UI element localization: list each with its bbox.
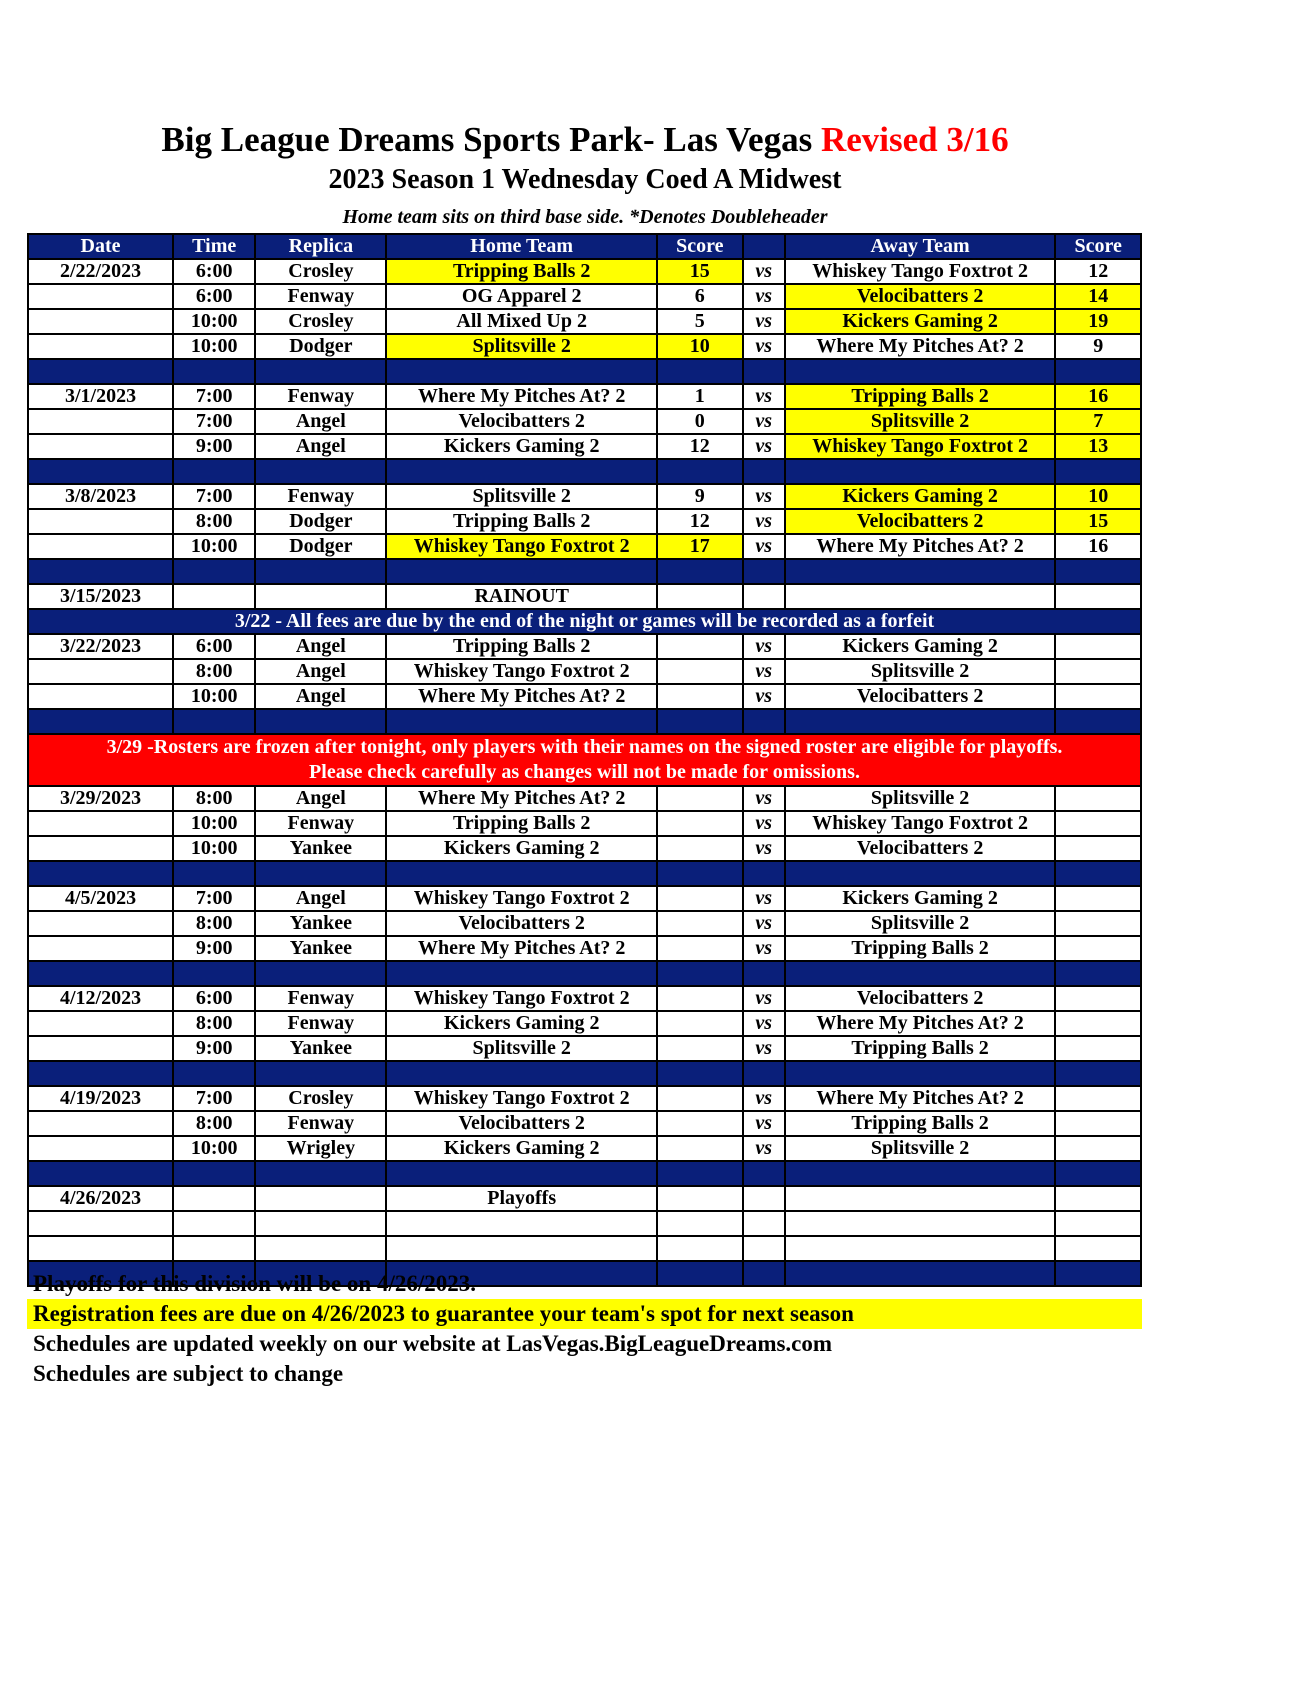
away-score-cell <box>1055 1136 1141 1161</box>
away-team-cell: Splitsville 2 <box>785 1136 1056 1161</box>
date-cell: 4/19/2023 <box>28 1086 173 1111</box>
away-team-cell: Kickers Gaming 2 <box>785 886 1056 911</box>
field-cell: Angel <box>255 786 386 811</box>
away-team-cell: Where My Pitches At? 2 <box>785 534 1056 559</box>
home-team-cell: Kickers Gaming 2 <box>386 1011 657 1036</box>
col-header-home-team: Home Team <box>386 234 657 259</box>
away-team-cell: Velocibatters 2 <box>785 684 1056 709</box>
vs-cell: vs <box>743 1136 785 1161</box>
home-team-cell: Splitsville 2 <box>386 334 657 359</box>
game-row <box>28 309 1141 334</box>
roster-alert-line1: 3/29 -Rosters are frozen after tonight, only players with their names on the signed roster are eligible for playoffs. <box>106 736 1063 758</box>
date-cell: 2/22/2023 <box>28 259 173 284</box>
away-team-cell: Whiskey Tango Foxtrot 2 <box>785 811 1056 836</box>
vs-cell: vs <box>743 836 785 861</box>
home-score-cell: 0 <box>657 409 743 434</box>
game-row <box>28 334 1141 359</box>
field-cell: Yankee <box>255 911 386 936</box>
col-header-vs <box>743 234 785 259</box>
time-cell: 9:00 <box>173 1036 255 1061</box>
away-score-cell: 10 <box>1055 484 1141 509</box>
footer-website: Schedules are updated weekly on our website at LasVegas.BigLeagueDreams.com <box>33 1331 833 1356</box>
field-cell: Fenway <box>255 1111 386 1136</box>
away-team-cell: Kickers Gaming 2 <box>785 634 1056 659</box>
time-cell: 10:00 <box>173 534 255 559</box>
game-row <box>28 634 1141 659</box>
date-cell <box>28 534 173 559</box>
time-cell: 10:00 <box>173 334 255 359</box>
time-cell: 7:00 <box>173 409 255 434</box>
vs-cell: vs <box>743 811 785 836</box>
vs-cell: vs <box>743 284 785 309</box>
title-text: Big League Dreams Sports Park- Las Vegas <box>161 120 813 159</box>
time-cell: 6:00 <box>173 259 255 284</box>
home-team-cell: Velocibatters 2 <box>386 409 657 434</box>
away-score-cell: 9 <box>1055 334 1141 359</box>
time-cell: 7:00 <box>173 484 255 509</box>
page-title <box>0 118 1170 162</box>
date-cell <box>28 936 173 961</box>
game-row <box>28 534 1141 559</box>
date-cell: 3/15/2023 <box>28 584 173 609</box>
field-cell: Angel <box>255 886 386 911</box>
away-team-cell: Whiskey Tango Foxtrot 2 <box>785 259 1056 284</box>
game-row <box>28 659 1141 684</box>
home-score-cell <box>657 1011 743 1036</box>
vs-cell: vs <box>743 659 785 684</box>
date-cell <box>28 509 173 534</box>
vs-cell: vs <box>743 309 785 334</box>
separator-row <box>28 1061 1141 1086</box>
date-cell <box>28 684 173 709</box>
game-row <box>28 434 1141 459</box>
time-cell: 10:00 <box>173 836 255 861</box>
time-cell: 10:00 <box>173 811 255 836</box>
away-score-cell <box>1055 911 1141 936</box>
vs-cell: vs <box>743 534 785 559</box>
home-score-cell <box>657 786 743 811</box>
col-header-time: Time <box>173 234 255 259</box>
game-row <box>28 786 1141 811</box>
date-cell <box>28 284 173 309</box>
field-cell: Dodger <box>255 334 386 359</box>
home-score-cell <box>657 659 743 684</box>
schedule-body <box>28 259 1141 1286</box>
vs-cell: vs <box>743 384 785 409</box>
game-row <box>28 1036 1141 1061</box>
col-header-home-score: Score <box>657 234 743 259</box>
home-score-cell <box>657 634 743 659</box>
home-score-cell <box>657 684 743 709</box>
revised-label: Revised 3/16 <box>820 120 1009 159</box>
vs-cell: vs <box>743 509 785 534</box>
away-score-cell: 13 <box>1055 434 1141 459</box>
away-score-cell <box>1055 936 1141 961</box>
time-cell: 9:00 <box>173 434 255 459</box>
date-cell <box>28 836 173 861</box>
home-score-cell <box>657 836 743 861</box>
home-team-cell: Kickers Gaming 2 <box>386 836 657 861</box>
time-cell: 7:00 <box>173 1086 255 1111</box>
away-score-cell <box>1055 1111 1141 1136</box>
game-row <box>28 836 1141 861</box>
home-score-cell: 15 <box>657 259 743 284</box>
separator-row <box>28 459 1141 484</box>
time-cell: 8:00 <box>173 911 255 936</box>
footer-registration: Registration fees are due on 4/26/2023 to guarantee your team's spot for next season <box>27 1299 1142 1329</box>
time-cell: 10:00 <box>173 309 255 334</box>
time-cell: 7:00 <box>173 384 255 409</box>
away-score-cell <box>1055 836 1141 861</box>
footer-subject-to-change: Schedules are subject to change <box>33 1361 344 1386</box>
field-cell: Fenway <box>255 811 386 836</box>
date-cell <box>28 1136 173 1161</box>
vs-cell: vs <box>743 259 785 284</box>
away-team-cell: Splitsville 2 <box>785 786 1056 811</box>
roster-alert-line2: Please check carefully as changes will not be made for omissions. <box>309 761 860 783</box>
event-label-cell: Playoffs <box>386 1186 657 1211</box>
date-cell <box>28 911 173 936</box>
vs-cell: vs <box>743 911 785 936</box>
vs-cell: vs <box>743 434 785 459</box>
season-subtitle: 2023 Season 1 Wednesday Coed A Midwest <box>328 164 842 195</box>
away-score-cell: 12 <box>1055 259 1141 284</box>
field-cell: Angel <box>255 434 386 459</box>
away-score-cell <box>1055 684 1141 709</box>
away-team-cell: Where My Pitches At? 2 <box>785 334 1056 359</box>
home-team-cell: Tripping Balls 2 <box>386 811 657 836</box>
home-team-cell: Kickers Gaming 2 <box>386 1136 657 1161</box>
home-score-cell <box>657 1036 743 1061</box>
game-row <box>28 886 1141 911</box>
home-team-cell: Where My Pitches At? 2 <box>386 684 657 709</box>
home-team-cell: Tripping Balls 2 <box>386 634 657 659</box>
away-score-cell: 14 <box>1055 284 1141 309</box>
game-row <box>28 1011 1141 1036</box>
date-cell: 4/5/2023 <box>28 886 173 911</box>
date-cell: 3/29/2023 <box>28 786 173 811</box>
away-team-cell: Tripping Balls 2 <box>785 1111 1056 1136</box>
field-cell: Fenway <box>255 1011 386 1036</box>
away-score-cell <box>1055 1011 1141 1036</box>
field-cell: Angel <box>255 634 386 659</box>
time-cell: 8:00 <box>173 1111 255 1136</box>
empty-row <box>28 1211 1141 1236</box>
field-cell: Crosley <box>255 1086 386 1111</box>
home-score-cell: 12 <box>657 509 743 534</box>
vs-cell: vs <box>743 1036 785 1061</box>
away-team-cell: Where My Pitches At? 2 <box>785 1011 1056 1036</box>
vs-cell: vs <box>743 936 785 961</box>
home-score-cell: 12 <box>657 434 743 459</box>
vs-cell: vs <box>743 409 785 434</box>
field-cell: Crosley <box>255 259 386 284</box>
field-cell: Dodger <box>255 509 386 534</box>
vs-cell: vs <box>743 886 785 911</box>
game-row <box>28 484 1141 509</box>
field-cell: Fenway <box>255 986 386 1011</box>
field-cell: Angel <box>255 684 386 709</box>
away-team-cell: Velocibatters 2 <box>785 836 1056 861</box>
separator-row <box>28 861 1141 886</box>
field-cell: Crosley <box>255 309 386 334</box>
table-header-row <box>28 234 1141 259</box>
game-row <box>28 811 1141 836</box>
home-team-cell: Velocibatters 2 <box>386 911 657 936</box>
separator-row <box>28 359 1141 384</box>
col-header-date: Date <box>28 234 173 259</box>
time-cell: 10:00 <box>173 684 255 709</box>
roster-alert <box>28 734 1141 786</box>
roster-alert-row <box>28 734 1141 786</box>
vs-cell: vs <box>743 986 785 1011</box>
date-cell <box>28 334 173 359</box>
notice-row <box>28 609 1141 634</box>
home-team-cell: Where My Pitches At? 2 <box>386 786 657 811</box>
away-score-cell: 16 <box>1055 534 1141 559</box>
away-team-cell: Kickers Gaming 2 <box>785 309 1056 334</box>
home-score-cell <box>657 1086 743 1111</box>
separator-row <box>28 559 1141 584</box>
time-cell: 8:00 <box>173 659 255 684</box>
date-cell <box>28 1036 173 1061</box>
home-score-cell <box>657 911 743 936</box>
date-cell <box>28 659 173 684</box>
event-row <box>28 584 1141 609</box>
home-team-cell: Whiskey Tango Foxtrot 2 <box>386 886 657 911</box>
field-cell: Yankee <box>255 936 386 961</box>
away-team-cell: Tripping Balls 2 <box>785 936 1056 961</box>
game-row <box>28 684 1141 709</box>
home-team-cell: All Mixed Up 2 <box>386 309 657 334</box>
away-team-cell: Kickers Gaming 2 <box>785 484 1056 509</box>
col-header-away-score: Score <box>1055 234 1141 259</box>
away-team-cell: Velocibatters 2 <box>785 986 1056 1011</box>
home-team-cell: Where My Pitches At? 2 <box>386 936 657 961</box>
home-team-cell: OG Apparel 2 <box>386 284 657 309</box>
away-team-cell: Splitsville 2 <box>785 409 1056 434</box>
home-score-cell: 6 <box>657 284 743 309</box>
separator-row <box>28 1161 1141 1186</box>
away-score-cell <box>1055 886 1141 911</box>
away-team-cell: Tripping Balls 2 <box>785 1036 1056 1061</box>
game-row <box>28 936 1141 961</box>
date-cell: 3/22/2023 <box>28 634 173 659</box>
vs-cell: vs <box>743 634 785 659</box>
vs-cell: vs <box>743 1011 785 1036</box>
field-cell: Yankee <box>255 836 386 861</box>
time-cell: 9:00 <box>173 936 255 961</box>
field-cell: Fenway <box>255 384 386 409</box>
home-team-cell: Whiskey Tango Foxtrot 2 <box>386 659 657 684</box>
home-score-cell <box>657 936 743 961</box>
home-team-cell: Velocibatters 2 <box>386 1111 657 1136</box>
field-cell: Yankee <box>255 1036 386 1061</box>
event-row <box>28 1186 1141 1211</box>
away-score-cell: 16 <box>1055 384 1141 409</box>
vs-cell: vs <box>743 1111 785 1136</box>
game-row <box>28 509 1141 534</box>
game-row <box>28 284 1141 309</box>
away-score-cell: 7 <box>1055 409 1141 434</box>
date-cell <box>28 309 173 334</box>
date-cell: 4/12/2023 <box>28 986 173 1011</box>
vs-cell: vs <box>743 1086 785 1111</box>
col-header-away-team: Away Team <box>785 234 1056 259</box>
away-score-cell <box>1055 1036 1141 1061</box>
date-cell: 4/26/2023 <box>28 1186 173 1211</box>
separator-row <box>28 709 1141 734</box>
home-team-cell: Kickers Gaming 2 <box>386 434 657 459</box>
game-row <box>28 911 1141 936</box>
away-team-cell: Tripping Balls 2 <box>785 384 1056 409</box>
away-score-cell: 19 <box>1055 309 1141 334</box>
game-row <box>28 409 1141 434</box>
home-score-cell: 5 <box>657 309 743 334</box>
away-score-cell <box>1055 634 1141 659</box>
home-team-cell: Whiskey Tango Foxtrot 2 <box>386 1086 657 1111</box>
home-team-cell: Tripping Balls 2 <box>386 509 657 534</box>
time-cell: 6:00 <box>173 634 255 659</box>
home-score-cell: 10 <box>657 334 743 359</box>
home-team-cell: Splitsville 2 <box>386 1036 657 1061</box>
vs-cell: vs <box>743 484 785 509</box>
field-cell: Dodger <box>255 534 386 559</box>
field-cell: Wrigley <box>255 1136 386 1161</box>
away-score-cell <box>1055 786 1141 811</box>
time-cell: 10:00 <box>173 1136 255 1161</box>
away-score-cell <box>1055 986 1141 1011</box>
home-team-note: Home team sits on third base side. *Denotes Doubleheader <box>342 206 828 228</box>
date-cell <box>28 811 173 836</box>
home-score-cell <box>657 986 743 1011</box>
game-row <box>28 384 1141 409</box>
date-cell: 3/1/2023 <box>28 384 173 409</box>
home-team-cell: Where My Pitches At? 2 <box>386 384 657 409</box>
home-team-cell: Splitsville 2 <box>386 484 657 509</box>
time-cell: 8:00 <box>173 509 255 534</box>
away-score-cell <box>1055 1086 1141 1111</box>
field-cell: Angel <box>255 409 386 434</box>
time-cell: 6:00 <box>173 986 255 1011</box>
vs-cell: vs <box>743 786 785 811</box>
fees-notice: 3/22 - All fees are due by the end of the night or games will be recorded as a forfeit <box>28 609 1141 634</box>
away-score-cell: 15 <box>1055 509 1141 534</box>
home-score-cell <box>657 1111 743 1136</box>
date-cell <box>28 1111 173 1136</box>
home-team-cell: Whiskey Tango Foxtrot 2 <box>386 986 657 1011</box>
schedule-table <box>27 233 1142 1287</box>
home-score-cell: 9 <box>657 484 743 509</box>
vs-cell: vs <box>743 334 785 359</box>
col-header-replica: Replica <box>255 234 386 259</box>
game-row <box>28 1111 1141 1136</box>
empty-row <box>28 1236 1141 1261</box>
event-label-cell: RAINOUT <box>386 584 657 609</box>
home-score-cell: 1 <box>657 384 743 409</box>
field-cell: Angel <box>255 659 386 684</box>
away-team-cell: Splitsville 2 <box>785 659 1056 684</box>
vs-cell: vs <box>743 684 785 709</box>
date-cell <box>28 409 173 434</box>
home-team-cell: Tripping Balls 2 <box>386 259 657 284</box>
away-team-cell: Splitsville 2 <box>785 911 1056 936</box>
home-score-cell <box>657 1136 743 1161</box>
separator-row <box>28 961 1141 986</box>
away-score-cell <box>1055 659 1141 684</box>
footer-playoffs: Playoffs for this division will be on 4/26/2023. <box>33 1271 477 1296</box>
away-team-cell: Velocibatters 2 <box>785 509 1056 534</box>
home-score-cell: 17 <box>657 534 743 559</box>
game-row <box>28 986 1141 1011</box>
game-row <box>28 259 1141 284</box>
away-team-cell: Where My Pitches At? 2 <box>785 1086 1056 1111</box>
field-cell: Fenway <box>255 484 386 509</box>
time-cell: 6:00 <box>173 284 255 309</box>
away-score-cell <box>1055 811 1141 836</box>
date-cell <box>28 1011 173 1036</box>
away-team-cell: Velocibatters 2 <box>785 284 1056 309</box>
game-row <box>28 1086 1141 1111</box>
home-team-cell: Whiskey Tango Foxtrot 2 <box>386 534 657 559</box>
date-cell: 3/8/2023 <box>28 484 173 509</box>
home-score-cell <box>657 811 743 836</box>
game-row <box>28 1136 1141 1161</box>
away-team-cell: Whiskey Tango Foxtrot 2 <box>785 434 1056 459</box>
field-cell: Fenway <box>255 284 386 309</box>
home-score-cell <box>657 886 743 911</box>
time-cell: 7:00 <box>173 886 255 911</box>
time-cell: 8:00 <box>173 1011 255 1036</box>
time-cell: 8:00 <box>173 786 255 811</box>
date-cell <box>28 434 173 459</box>
